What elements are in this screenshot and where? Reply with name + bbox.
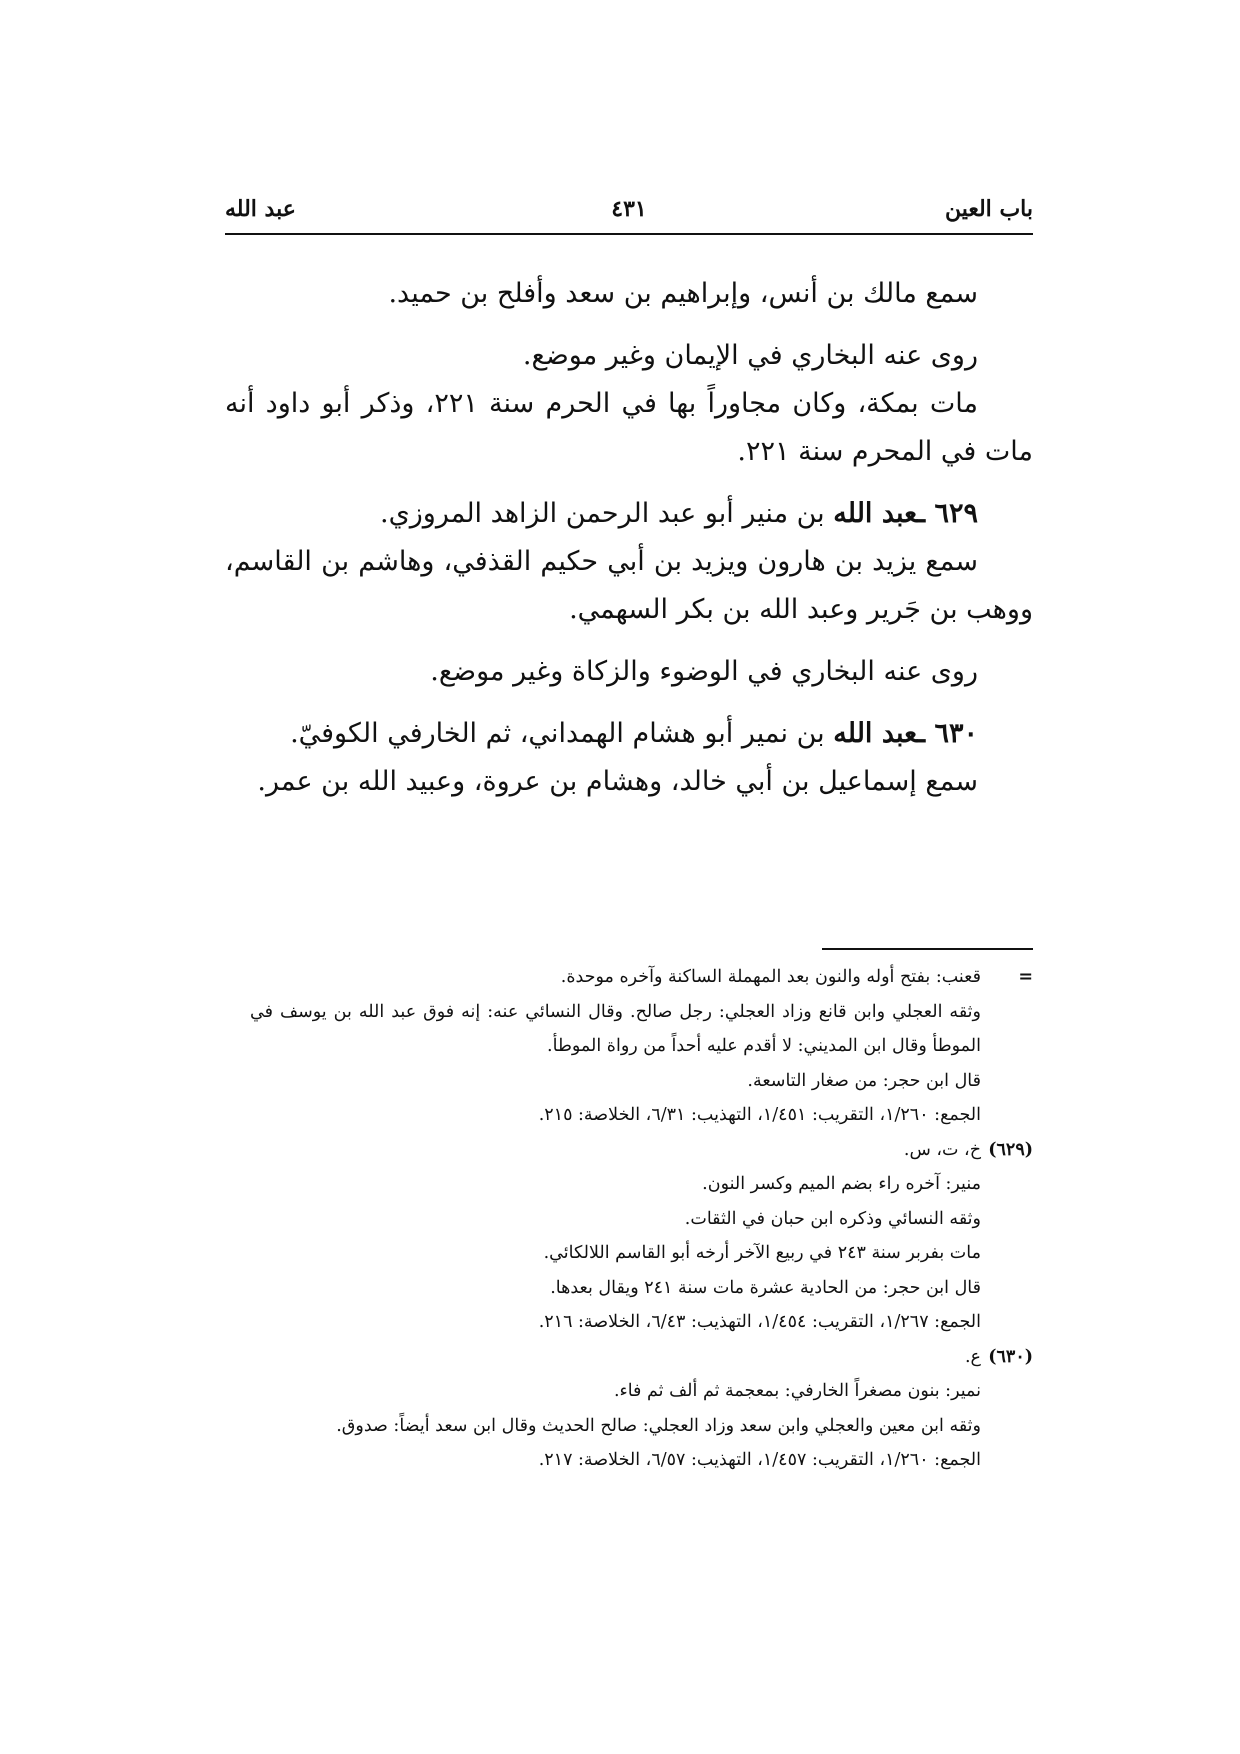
footnote-line: وثقه العجلي وابن قانع وزاد العجلي: رجل صالح. وقال النسائي عنه: إنه فوق عبد الله بن يوسف في الموطأ وقال ابن المديني: لا أقدم عليه أحداً من رواة الموطأ. (250, 1001, 981, 1056)
entry-name: عبد الله (833, 718, 918, 749)
footnote-line: وثقه ابن معين والعجلي وابن سعد وزاد العجلي: صالح الحديث وقال ابن سعد أيضاً: صدوق. (336, 1415, 981, 1436)
footnote-line: وثقه النسائي وذكره ابن حبان في الثقات. (684, 1208, 981, 1229)
footnote-line: (٦٢٩)خ، ت، س. (250, 1133, 1033, 1168)
entry-title-rest: بن منير أبو عبد الرحمن الزاهد المروزي. (380, 498, 834, 529)
section-name: عبد الله (225, 196, 296, 222)
text-line: مات بمكة، وكان مجاوراً بها في الحرم سنة ٢٢١، وذكر أبو داود أنه مات في المحرم سنة ٢٢١. (225, 388, 1033, 467)
footnote-separator (822, 948, 1033, 950)
main-text (225, 270, 1033, 806)
footnote-line: الجمع: ١/٢٦٠، التقريب: ١/٤٥١، التهذيب: ٦/٣١، الخلاصة: ٢١٥. (538, 1105, 981, 1125)
entry-name: عبد الله (833, 498, 918, 529)
entry-title (225, 490, 1033, 538)
text-line: روى عنه البخاري في الإيمان وغير موضع. (522, 340, 978, 371)
chapter-title: باب العين (944, 196, 1033, 222)
entry-title-rest: بن نمير أبو هشام الهمداني، ثم الخارفي الكوفيّ. (290, 718, 834, 749)
entry-number: ٦٢٩ ـ (917, 498, 978, 529)
footnote-line: مات بفربر سنة ٢٤٣ في ربيع الآخر أرخه أبو القاسم اللالكائي. (543, 1243, 981, 1263)
page-number: ٤٣١ (611, 196, 647, 222)
entry-narrated: روى عنه البخاري في الوضوء والزكاة وغير موضع. (430, 656, 978, 687)
footnotes (250, 960, 1033, 1478)
continuation-marker: = (1018, 967, 1033, 987)
footnote-line: الجمع: ١/٢٦٧، التقريب: ١/٤٥٤، التهذيب: ٦/٤٣، الخلاصة: ٢١٦. (538, 1312, 981, 1332)
entry-title (225, 710, 1033, 758)
header-rule (225, 233, 1033, 235)
footnote-line: (٦٣٠)ع. (250, 1340, 1033, 1375)
text-line: سمع مالك بن أنس، وإبراهيم بن سعد وأفلح بن حميد. (388, 278, 978, 309)
footnote-ref: (٦٢٩) (988, 1139, 1033, 1160)
entry-heard: سمع يزيد بن هارون ويزيد بن أبي حكيم القذفي، وهاشم بن القاسم، ووهب بن جَرير وعبد الله بن بكر السهمي. (225, 546, 1033, 625)
footnote-line: منير: آخره راء بضم الميم وكسر النون. (702, 1174, 981, 1194)
footnote-line: =قعنب: بفتح أوله والنون بعد المهملة الساكنة وآخره موحدة. (250, 960, 1033, 995)
footnote-ref: (٦٣٠) (988, 1346, 1033, 1367)
entry-number: ٦٣٠ ـ (917, 718, 978, 749)
entry-heard: سمع إسماعيل بن أبي خالد، وهشام بن عروة، وعبيد الله بن عمر. (257, 766, 978, 797)
running-header (225, 196, 1033, 230)
footnote-line: نمير: بنون مصغراً الخارفي: بمعجمة ثم ألف ثم فاء. (613, 1381, 981, 1401)
footnote-line: الجمع: ١/٢٦٠، التقريب: ١/٤٥٧، التهذيب: ٦/٥٧، الخلاصة: ٢١٧. (538, 1450, 981, 1470)
footnote-line: قال ابن حجر: من صغار التاسعة. (747, 1070, 981, 1091)
footnote-line: قال ابن حجر: من الحادية عشرة مات سنة ٢٤١ ويقال بعدها. (550, 1277, 981, 1298)
